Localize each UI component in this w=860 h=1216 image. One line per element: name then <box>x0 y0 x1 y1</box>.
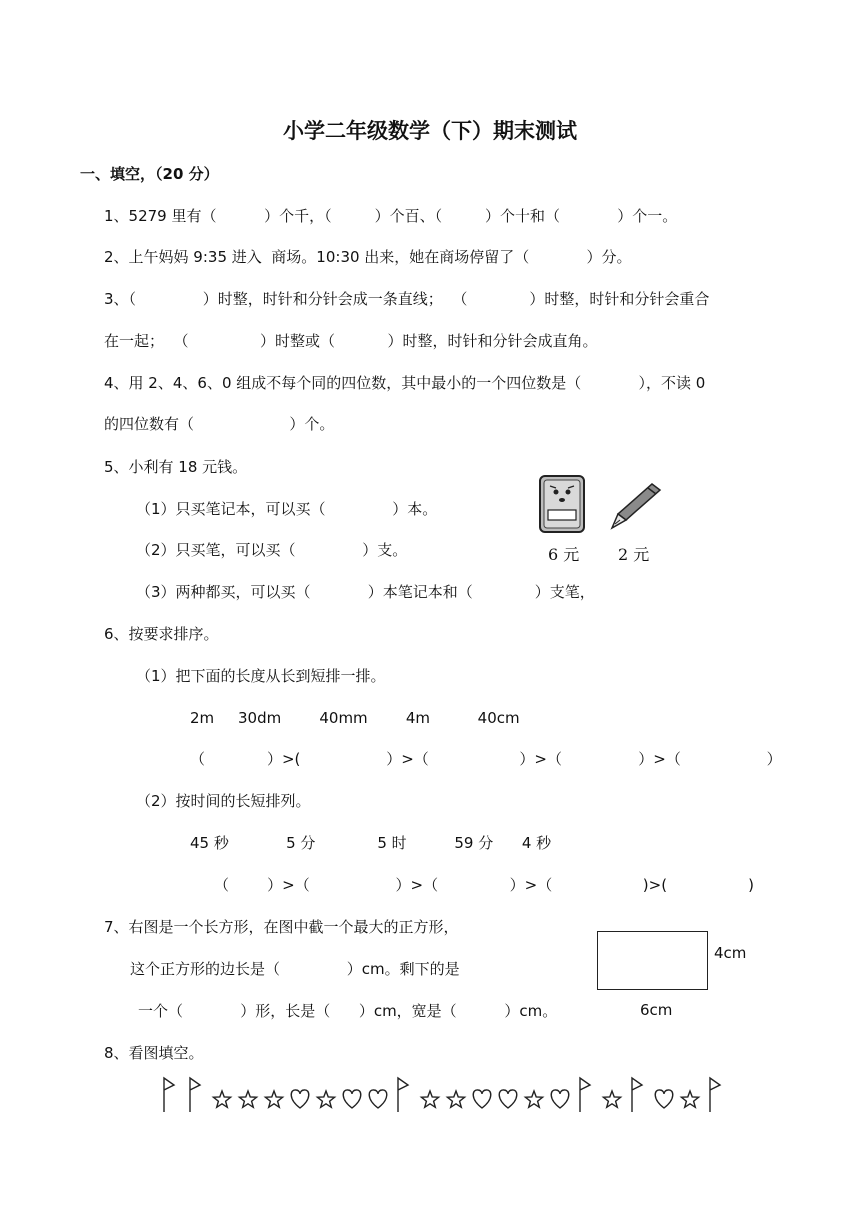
question-7-line1: 7、右图是一个长方形，在图中截一个最大的正方形， <box>104 918 459 936</box>
flag-icon <box>164 1078 174 1112</box>
flag-icon <box>580 1078 590 1112</box>
question-6-1: （1）把下面的长度从长到短排一排。 <box>136 667 386 685</box>
star-icon <box>265 1091 282 1107</box>
shape-sequence <box>156 1076 736 1116</box>
question-6: 6、按要求排序。 <box>104 625 219 643</box>
question-6-2: （2）按时间的长短排列。 <box>136 792 311 810</box>
question-4-line1: 4、用 2、4、6、0 组成不每个同的四位数，其中最小的一个四位数是（ ），不读 0 <box>104 374 706 392</box>
notebook-icon <box>536 474 588 536</box>
time-items: 45 秒 5 分 5 时 59 分 4 秒 <box>190 834 552 852</box>
question-4-line2: 的四位数有（ ）个。 <box>104 415 335 433</box>
star-icon <box>603 1091 620 1107</box>
question-8: 8、看图填空。 <box>104 1044 204 1062</box>
star-icon <box>213 1091 230 1107</box>
heart-icon <box>369 1090 387 1108</box>
question-5-1: （1）只买笔记本，可以买（ ）本。 <box>136 500 438 518</box>
question-1: 1、5279 里有（ ）个千，（ ）个百、（ ）个十和（ ）个一。 <box>104 207 678 225</box>
question-2: 2、上午妈妈 9:35 进入 商场。10:30 出来，她在商场停留了（ ）分。 <box>104 248 632 266</box>
star-icon <box>681 1091 698 1107</box>
star-icon <box>447 1091 464 1107</box>
length-blanks: （ ）>( ）>（ ）>（ ）>（ ） <box>190 750 782 768</box>
heart-icon <box>473 1090 491 1108</box>
question-5-3: （3）两种都买，可以买（ ）本笔记本和（ ）支笔， <box>136 583 595 601</box>
length-items: 2m 30dm 40mm 4m 40cm <box>190 709 520 727</box>
question-3-line2: 在一起； （ ）时整或（ ）时整，时针和分针会成直角。 <box>104 332 598 350</box>
star-icon <box>239 1091 256 1107</box>
star-icon <box>317 1091 334 1107</box>
question-5-2: （2）只买笔，可以买（ ）支。 <box>136 541 408 559</box>
section-heading: 一、填空，（20 分） <box>80 165 219 183</box>
heart-icon <box>499 1090 517 1108</box>
page-title: 小学二年级数学（下）期末测试 <box>283 119 577 143</box>
flag-icon <box>398 1078 408 1112</box>
rectangle-figure <box>597 931 708 990</box>
question-7-line2: 这个正方形的边长是（ ）cm。剩下的是 <box>130 960 460 978</box>
star-icon <box>525 1091 542 1107</box>
question-7-line3: 一个（ ）形，长是（ ）cm，宽是（ ）cm。 <box>138 1002 558 1020</box>
flag-icon <box>710 1078 720 1112</box>
flag-icon <box>632 1078 642 1112</box>
heart-icon <box>551 1090 569 1108</box>
heart-icon <box>655 1090 673 1108</box>
time-blanks: （ ）>（ ）>（ ）>（ )>( ) <box>214 876 754 894</box>
flag-icon <box>190 1078 200 1112</box>
heart-icon <box>291 1090 309 1108</box>
star-icon <box>421 1091 438 1107</box>
rect-height-label: 4cm <box>714 944 747 962</box>
pen-icon <box>604 480 664 530</box>
heart-icon <box>343 1090 361 1108</box>
notebook-price: 6 元 <box>548 545 580 564</box>
pen-price: 2 元 <box>618 545 650 564</box>
question-3-line1: 3、（ ）时整，时针和分针会成一条直线； （ ）时整，时针和分针会重合 <box>104 290 710 308</box>
question-5: 5、小利有 18 元钱。 <box>104 458 248 476</box>
rect-width-label: 6cm <box>640 1001 673 1019</box>
